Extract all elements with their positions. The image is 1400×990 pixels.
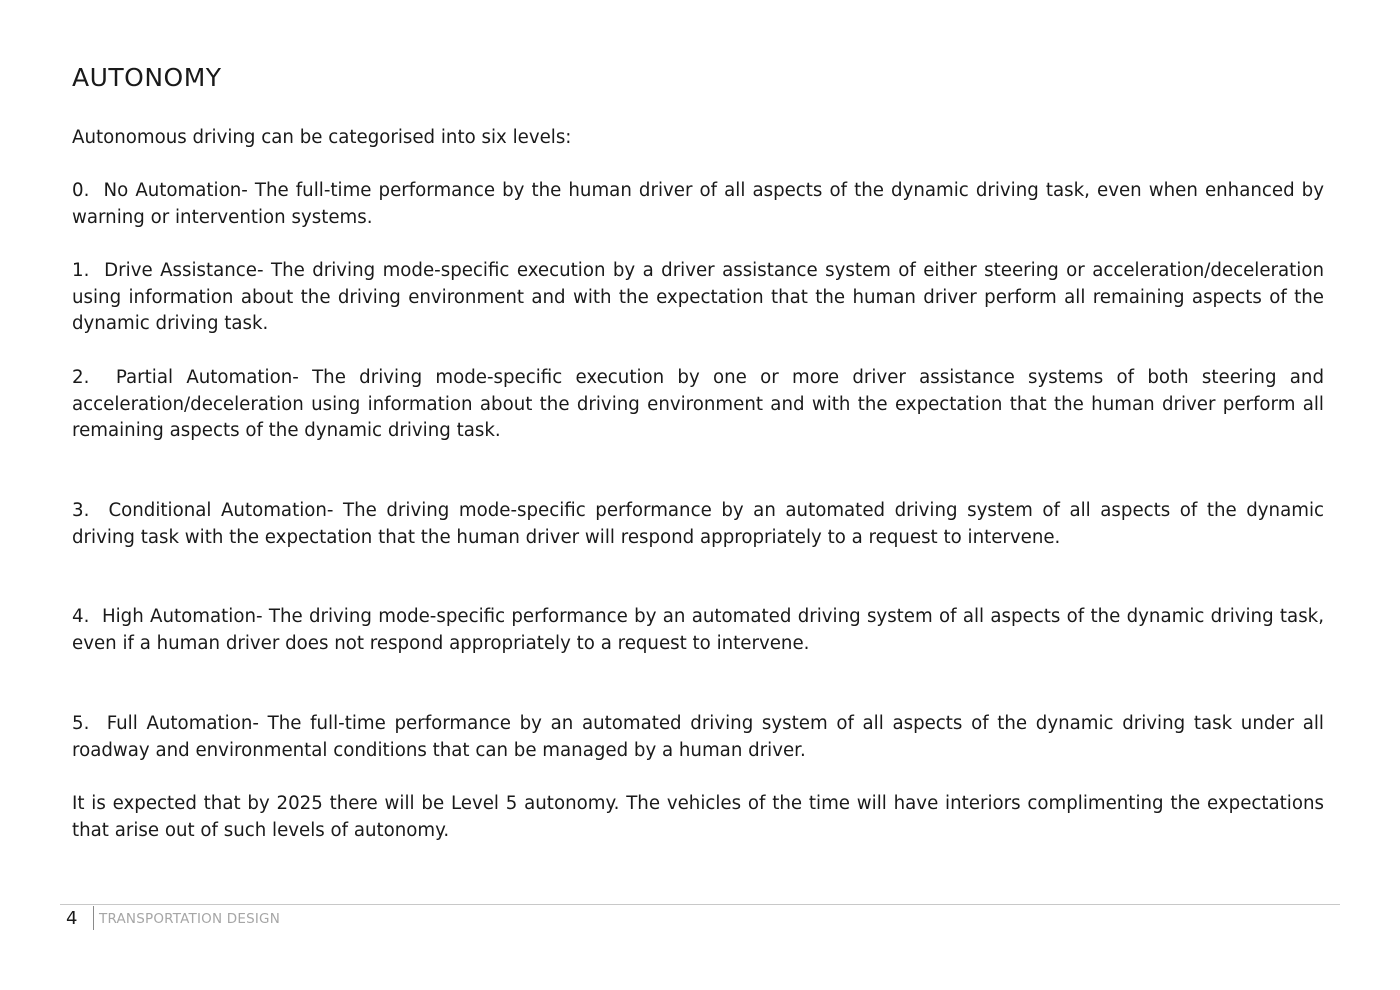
level-3-paragraph: 3. Conditional Automation- The driving mode-specific performance by an automated driving system of all aspects of the dynamic driving task with the expectation that the human driver will respond appropriately to a request to intervene. [72, 500, 1324, 548]
level-1-paragraph: 1. Drive Assistance- The driving mode-specific execution by a driver assistance system of either steering or acceleration/deceleration using information about the driving environment and with the expectation that the human driver perform all remaining aspects of the dynamic driving task. [72, 260, 1324, 335]
closing-paragraph: It is expected that by 2025 there will be Level 5 autonomy. The vehicles of the time will have interiors complimenting the expectations that arise out of such levels of autonomy. [72, 793, 1324, 841]
level-2-paragraph: 2. Partial Automation- The driving mode-specific execution by one or more driver assistance systems of both steering and acceleration/deceleration using information about the driving environment and with the expectation that the human driver perform all remaining aspects of the dynamic driving task. [72, 367, 1324, 442]
level-4-paragraph: 4. High Automation- The driving mode-specific performance by an automated driving system of all aspects of the dynamic driving task, even if a human driver does not respond appropriately to a request to intervene. [72, 606, 1324, 654]
level-5-paragraph: 5. Full Automation- The full-time performance by an automated driving system of all aspects of the dynamic driving task under all roadway and environmental conditions that can be managed by a human driver. [72, 713, 1324, 761]
intro-paragraph: Autonomous driving can be categorised into six levels: [72, 127, 572, 148]
footer-divider [93, 906, 94, 930]
page-title: AUTONOMY [72, 63, 222, 92]
footer-section-label: TRANSPORTATION DESIGN [99, 911, 281, 927]
level-0-paragraph: 0. No Automation- The full-time performance by the human driver of all aspects of the dynamic driving task, even when enhanced by warning or intervention systems. [72, 180, 1324, 228]
footer-rule [60, 904, 1340, 905]
page-number: 4 [66, 908, 78, 929]
